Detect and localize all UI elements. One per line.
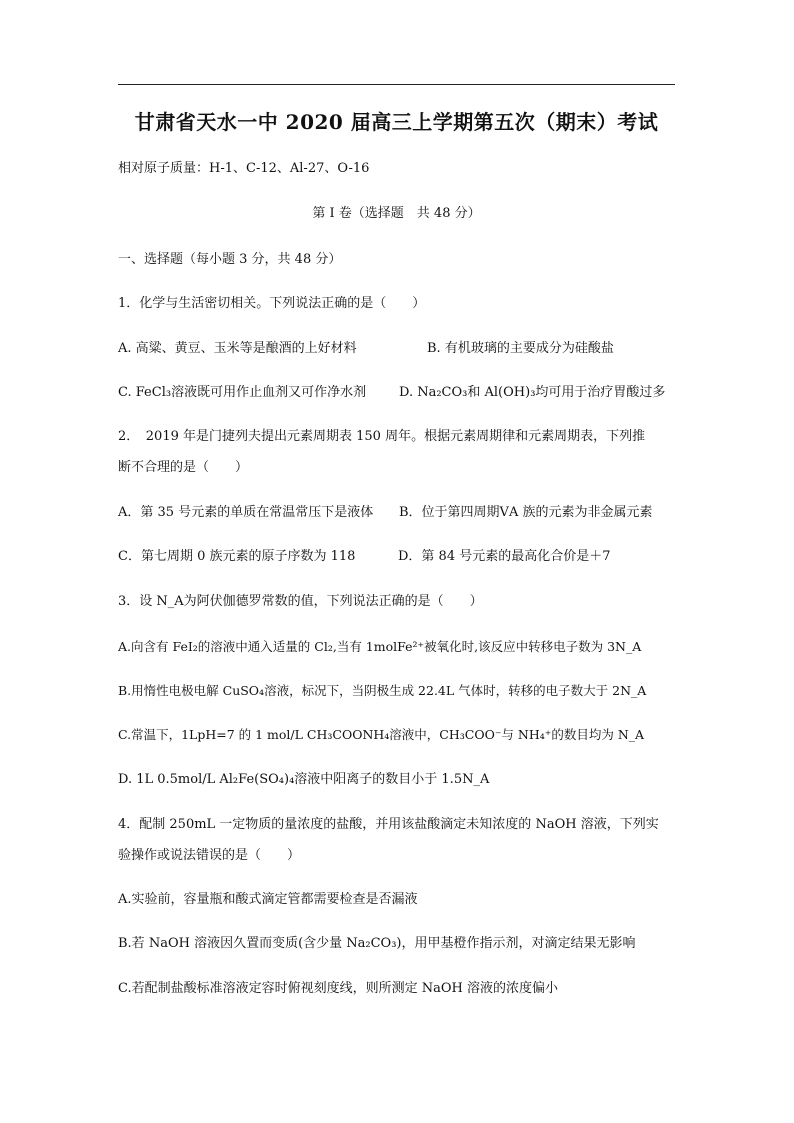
q3-option-d: D. 1L 0.5mol/L Al₂Fe(SO₄)₄溶液中阳离子的数目小于 1.5N_A <box>118 772 490 787</box>
q3-stem: 3．设 N_A为阿伏伽德罗常数的值，下列说法正确的是（ ） <box>118 594 483 609</box>
q4-option-b: B.若 NaOH 溶液因久置而变质(含少量 Na₂CO₃)，用甲基橙作指示剂，对滴定结果无影响 <box>118 936 636 951</box>
q2-stem-line2: 断不合理的是（ ） <box>118 460 249 475</box>
q3-option-b: B.用惰性电极电解 CuSO₄溶液，标况下，当阴极生成 22.4L 气体时，转移的电子数大于 2N_A <box>118 683 647 698</box>
q1-option-a: A. 高粱、黄豆、玉米等是酿酒的上好材料 <box>118 341 357 356</box>
q2-option-b: B．位于第四周期ⅤA 族的元素为非金属元素 <box>399 505 653 520</box>
q2-option-a: A．第 35 号元素的单质在常温常压下是液体 <box>118 505 374 520</box>
q4-option-a: A.实验前，容量瓶和酸式滴定管都需要检查是否漏液 <box>118 892 418 907</box>
q1-stem: 1．化学与生活密切相关。下列说法正确的是（ ） <box>118 296 426 311</box>
exam-title: 甘肃省天水一中 2020 届高三上学期第五次（期末）考试 <box>134 110 659 134</box>
q3-option-a: A.向含有 FeI₂的溶液中通入适量的 Cl₂,当有 1molFe²⁺被氧化时,该反应中转移电子数为 3N_A <box>118 639 642 654</box>
q2-stem-line1: 2． 2019 年是门捷列夫提出元素周期表 150 周年。根据元素周期律和元素周期表，下列推 <box>118 429 646 444</box>
atomic-mass-note: 相对原子质量：H-1、C-12、Al-27、O-16 <box>118 161 370 176</box>
q4-option-c: C.若配制盐酸标准溶液定容时俯视刻度线，则所测定 NaOH 溶液的浓度偏小 <box>118 981 559 996</box>
q2-option-d: D．第 84 号元素的最高化合价是＋7 <box>398 549 611 564</box>
q3-option-c: C.常温下，1LpH=7 的 1 mol/L CH₃COONH₄溶液中，CH₃COO⁻与 NH₄⁺的数目均为 N_A <box>118 727 645 742</box>
section-heading: 一、选择题（每小题 3 分，共 48 分） <box>118 252 342 267</box>
q4-stem-line1: 4．配制 250mL 一定物质的量浓度的盐酸，并用该盐酸滴定未知浓度的 NaOH 溶液，下列实 <box>118 817 659 832</box>
q4-stem-line2: 验操作或说法错误的是（ ） <box>118 848 301 863</box>
q1-option-c: C. FeCl₃溶液既可用作止血剂又可作净水剂 <box>118 385 367 400</box>
header-rule <box>118 84 675 85</box>
q1-option-b: B. 有机玻璃的主要成分为硅酸盐 <box>427 341 614 356</box>
volume-heading: 第 I 卷（选择题 共 48 分） <box>312 206 481 221</box>
q2-option-c: C．第七周期 0 族元素的原子序数为 118 <box>118 549 356 564</box>
q1-option-d: D. Na₂CO₃和 Al(OH)₃均可用于治疗胃酸过多 <box>399 385 666 400</box>
